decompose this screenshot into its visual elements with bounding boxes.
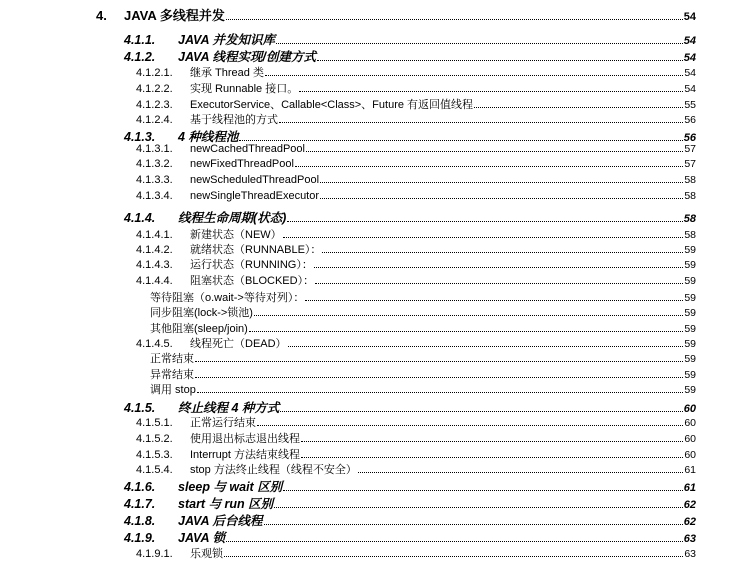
- toc-entry-page-number: 58: [684, 190, 696, 202]
- toc-entry[interactable]: [136, 430, 696, 445]
- toc-entry[interactable]: [136, 64, 696, 79]
- toc-entry-page-number: 55: [684, 99, 696, 111]
- toc-entry-title: sleep 与 wait 区别: [178, 480, 283, 494]
- toc-dot-leader: [195, 361, 683, 362]
- toc-entry-page-number: 59: [684, 244, 696, 256]
- toc-entry-number: 4.1.4.: [124, 211, 156, 225]
- toc-entry[interactable]: [124, 511, 696, 528]
- toc-entry-page-number: 63: [683, 533, 696, 545]
- toc-entry[interactable]: [150, 366, 696, 381]
- toc-entry-title: start 与 run 区别: [178, 497, 274, 511]
- toc-entry-page-number: 58: [684, 229, 696, 241]
- toc-dot-leader: [301, 441, 683, 442]
- toc-entry-number: 4.1.5.1.: [136, 417, 173, 429]
- toc-entry-number: 4.1.1.: [124, 33, 156, 47]
- toc-entry-title: JAVA 线程实现/创建方式: [178, 50, 316, 64]
- toc-entry-page-number: 56: [683, 132, 696, 144]
- toc-entry-number: 4.1.3.2.: [136, 158, 173, 170]
- toc-entry-page-number: 58: [684, 174, 696, 186]
- toc-dot-leader: [295, 166, 683, 167]
- toc-entry-number: 4.1.5.2.: [136, 433, 173, 445]
- toc-entry-page-number: 61: [684, 464, 696, 476]
- toc-dot-leader: [317, 60, 683, 61]
- toc-entry-page-number: 60: [684, 449, 696, 461]
- toc-entry-number: 4.1.3.3.: [136, 174, 173, 186]
- toc-entry-number: 4.1.6.: [124, 480, 156, 494]
- toc-entry-page-number: 54: [683, 11, 696, 23]
- toc-entry-title: 继承 Thread 类: [190, 67, 264, 79]
- toc-entry-number: 4.1.9.: [124, 531, 156, 545]
- toc-entry-title: 等待阻塞（o.wait->等待对列）：: [150, 292, 305, 304]
- toc-dot-leader: [239, 140, 682, 141]
- toc-entry[interactable]: [136, 174, 696, 189]
- toc-dot-leader: [226, 541, 683, 542]
- toc-entry[interactable]: [136, 143, 696, 158]
- toc-entry-title: 运行状态（RUNNING）：: [190, 259, 313, 271]
- toc-entry-number: 4.1.5.4.: [136, 464, 173, 476]
- toc-entry-number: 4.: [96, 8, 107, 23]
- toc-dot-leader: [257, 425, 683, 426]
- toc-dot-leader: [305, 300, 683, 301]
- toc-entry-title: 新建状态（NEW）: [190, 229, 282, 241]
- toc-entry[interactable]: [96, 5, 696, 22]
- toc-entry-title: 终止线程 4 种方式: [178, 401, 280, 415]
- toc-entry-number: 4.1.7.: [124, 497, 156, 511]
- toc-dot-leader: [320, 198, 683, 199]
- toc-dot-leader: [301, 457, 683, 458]
- toc-entry-title: 基于线程池的方式: [190, 114, 278, 126]
- toc-entry-page-number: 62: [683, 516, 696, 528]
- toc-entry-number: 4.1.2.: [124, 50, 156, 64]
- toc-entry-number: 4.1.4.3.: [136, 259, 173, 271]
- toc-entry-page-number: 62: [683, 499, 696, 511]
- toc-entry-page-number: 59: [684, 292, 696, 304]
- toc-entry[interactable]: [136, 414, 696, 429]
- toc-dot-leader: [320, 182, 683, 183]
- toc-entry[interactable]: [124, 477, 696, 494]
- toc-entry[interactable]: [136, 226, 696, 241]
- toc-entry-title: 实现 Runnable 接口。: [190, 83, 299, 95]
- toc-dot-leader: [287, 221, 682, 222]
- toc-entry-title: newFixedThreadPool: [190, 158, 294, 170]
- toc-entry-page-number: 54: [684, 83, 696, 95]
- toc-entry-number: 4.1.2.3.: [136, 99, 173, 111]
- toc-entry[interactable]: [136, 241, 696, 256]
- toc-entry-title: 乐观锁: [190, 548, 223, 560]
- toc-entry[interactable]: [136, 80, 696, 95]
- toc-entry-title: 正常运行结束: [190, 417, 256, 429]
- toc-entry[interactable]: [124, 528, 696, 545]
- toc-dot-leader: [322, 252, 683, 253]
- toc-entry[interactable]: [150, 381, 696, 396]
- toc-dot-leader: [315, 283, 683, 284]
- toc-entry-title: JAVA 锁: [178, 531, 225, 545]
- toc-entry-page-number: 59: [684, 369, 696, 381]
- toc-entry-title: newScheduledThreadPool: [190, 174, 320, 186]
- toc-dot-leader: [283, 490, 683, 491]
- toc-entry[interactable]: [124, 127, 696, 144]
- toc-entry-page-number: 60: [684, 417, 696, 429]
- toc-dot-leader: [283, 237, 684, 238]
- toc-entry-number: 4.1.9.1.: [136, 548, 173, 560]
- toc-entry-title: stop 方法终止线程（线程不安全）: [190, 464, 357, 476]
- toc-entry[interactable]: [136, 96, 696, 111]
- toc-entry-number: 4.1.4.1.: [136, 229, 173, 241]
- toc-entry-title: ExecutorService、Callable<Class>、Future 有返回值线程: [190, 99, 474, 111]
- toc-entry-page-number: 59: [684, 384, 696, 396]
- toc-entry-page-number: 54: [683, 35, 696, 47]
- toc-entry-number: 4.1.2.1.: [136, 67, 173, 79]
- toc-dot-leader: [279, 122, 683, 123]
- toc-entry-page-number: 59: [684, 338, 696, 350]
- toc-entry-number: 4.1.2.2.: [136, 83, 173, 95]
- toc-entry[interactable]: [136, 256, 696, 271]
- toc-entry[interactable]: [124, 494, 696, 511]
- toc-entry[interactable]: [136, 111, 696, 126]
- toc-entry-number: 4.1.4.5.: [136, 338, 173, 350]
- toc-entry-title: 正常结束: [150, 353, 194, 365]
- toc-entry[interactable]: [124, 398, 696, 415]
- toc-dot-leader: [254, 315, 683, 316]
- toc-dot-leader: [249, 331, 684, 332]
- toc-entry-page-number: 63: [684, 548, 696, 560]
- toc-entry-page-number: 60: [684, 433, 696, 445]
- toc-entry-number: 4.1.8.: [124, 514, 156, 528]
- toc-entry[interactable]: [136, 190, 696, 205]
- toc-entry-title: JAVA 多线程并发: [124, 8, 225, 23]
- toc-entry[interactable]: [124, 30, 696, 47]
- toc-entry-page-number: 59: [684, 275, 696, 287]
- toc-dot-leader: [314, 267, 683, 268]
- toc-dot-leader: [265, 75, 683, 76]
- toc-entry-number: 4.1.3.4.: [136, 190, 173, 202]
- toc-entry[interactable]: [136, 158, 696, 173]
- toc-dot-leader: [195, 377, 683, 378]
- toc-entry-page-number: 57: [684, 143, 696, 155]
- toc-dot-leader: [224, 556, 683, 557]
- toc-entry[interactable]: [150, 304, 696, 319]
- toc-entry-title: newSingleThreadExecutor: [190, 190, 320, 202]
- toc-dot-leader: [276, 43, 683, 44]
- toc-entry[interactable]: [150, 320, 696, 335]
- toc-entry[interactable]: [124, 208, 696, 225]
- toc-entry-title: 4 种线程池: [178, 130, 239, 144]
- toc-entry-number: 4.1.2.4.: [136, 114, 173, 126]
- toc-entry[interactable]: [136, 446, 696, 461]
- toc-entry-title: 使用退出标志退出线程: [190, 433, 300, 445]
- toc-entry-page-number: 57: [684, 158, 696, 170]
- toc-dot-leader: [226, 19, 683, 20]
- toc-entry-title: 线程死亡（DEAD）: [190, 338, 287, 350]
- toc-entry[interactable]: [136, 335, 696, 350]
- toc-entry-title: JAVA 并发知识库: [178, 33, 275, 47]
- toc-entry-page-number: 56: [684, 114, 696, 126]
- toc-entry-title: 阻塞状态（BLOCKED）：: [190, 275, 315, 287]
- toc-entry[interactable]: [124, 47, 696, 64]
- toc-entry-title: Interrupt 方法结束线程: [190, 449, 301, 461]
- toc-dot-leader: [288, 346, 684, 347]
- toc-entry-number: 4.1.3.: [124, 130, 156, 144]
- toc-entry-title: 调用 stop: [150, 384, 196, 396]
- toc-entry-title: 其他阻塞(sleep/join): [150, 323, 248, 335]
- toc-entry-page-number: 54: [683, 52, 696, 64]
- toc-entry-title: JAVA 后台线程: [178, 514, 263, 528]
- toc-entry-number: 4.1.4.4.: [136, 275, 173, 287]
- toc-entry-page-number: 58: [683, 213, 696, 225]
- toc-dot-leader: [474, 107, 683, 108]
- toc-entry-number: 4.1.5.3.: [136, 449, 173, 461]
- toc-entry-number: 4.1.5.: [124, 401, 156, 415]
- toc-entry-page-number: 60: [683, 403, 696, 415]
- toc-entry-number: 4.1.3.1.: [136, 143, 173, 155]
- toc-entry[interactable]: [136, 461, 696, 476]
- toc-entry-page-number: 54: [684, 67, 696, 79]
- toc-dot-leader: [264, 524, 683, 525]
- toc-dot-leader: [299, 91, 683, 92]
- toc-entry[interactable]: [150, 350, 696, 365]
- toc-entry-number: 4.1.4.2.: [136, 244, 173, 256]
- toc-entry-title: 线程生命周期(状态): [178, 211, 287, 225]
- toc-dot-leader: [274, 507, 683, 508]
- toc-entry[interactable]: [136, 272, 696, 287]
- toc-entry-title: 就绪状态（RUNNABLE）：: [190, 244, 322, 256]
- toc-entry-page-number: 61: [683, 482, 696, 494]
- toc-entry-title: 异常结束: [150, 369, 194, 381]
- toc-entry-page-number: 59: [684, 307, 696, 319]
- toc-entry-page-number: 59: [684, 259, 696, 271]
- toc-dot-leader: [280, 411, 682, 412]
- toc-entry-title: newCachedThreadPool: [190, 143, 305, 155]
- toc-entry[interactable]: [150, 289, 696, 304]
- toc-entry-page-number: 59: [684, 323, 696, 335]
- toc-dot-leader: [197, 392, 683, 393]
- toc-dot-leader: [306, 151, 683, 152]
- toc-dot-leader: [358, 472, 683, 473]
- toc-entry-title: 同步阻塞(lock->锁池): [150, 307, 253, 319]
- toc-entry-page-number: 59: [684, 353, 696, 365]
